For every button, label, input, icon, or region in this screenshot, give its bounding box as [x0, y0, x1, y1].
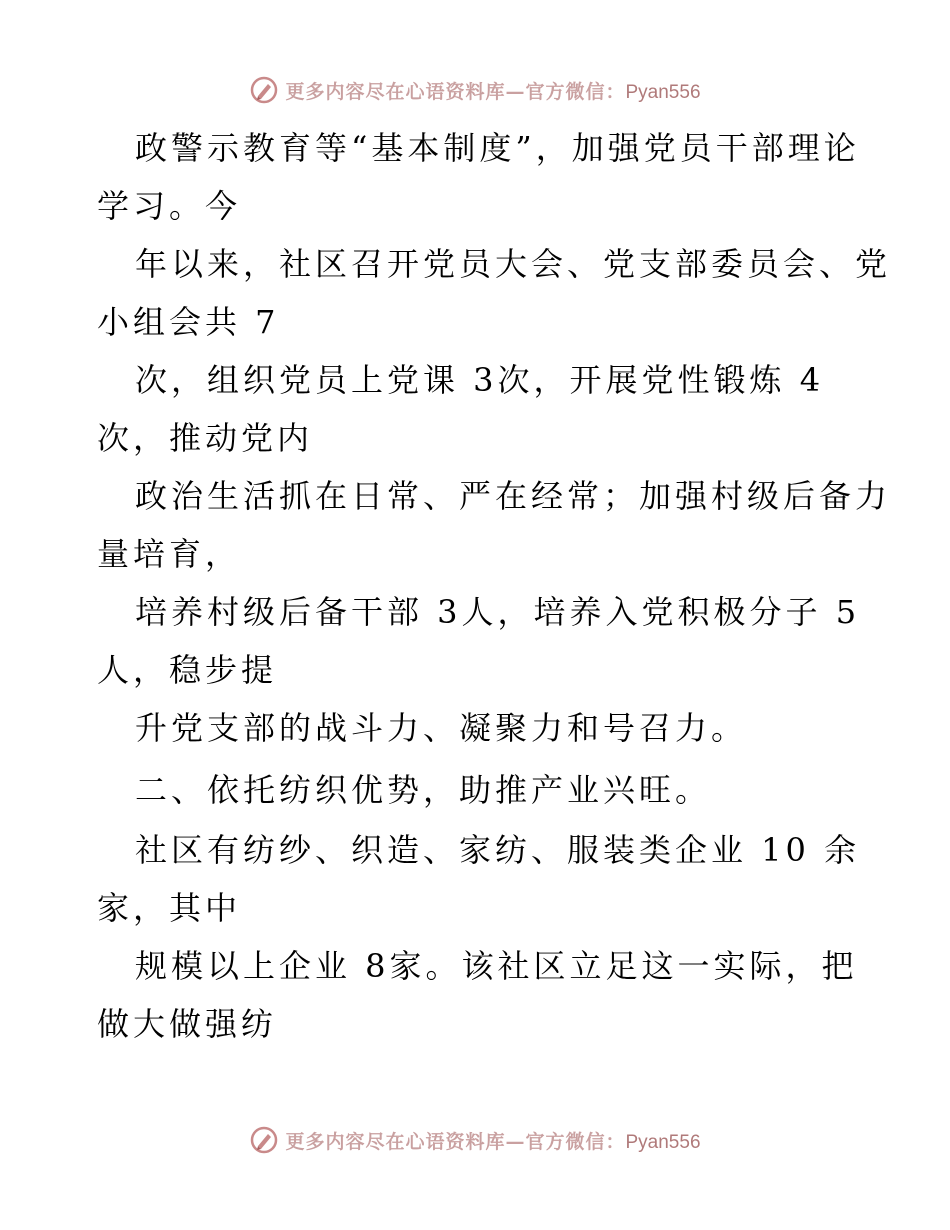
paragraph-line: 政治生活抓在日常、严在经常；加强村级后备力 — [135, 477, 892, 515]
section-heading: 二、依托纺织优势，助推产业兴旺。 — [135, 771, 712, 809]
paragraph-line: 年以来，社区召开党员大会、党支部委员会、党 — [135, 245, 892, 283]
banner-contact: Pyan556 — [625, 81, 701, 103]
paragraph-line: 升党支部的战斗力、凝聚力和号召力。 — [135, 709, 748, 747]
paragraph-line: 培养村级后备干部 3人，培养入党积极分子 5 — [135, 593, 861, 631]
paragraph-line: 次，组织党员上党课 3次，开展党性锻炼 4 — [135, 361, 825, 399]
pen-logo-icon — [249, 75, 279, 105]
paragraph-line: 做大做强纺 — [97, 1005, 278, 1043]
pen-logo-icon — [249, 1125, 279, 1155]
paragraph-line: 人，稳步提 — [97, 651, 278, 689]
paragraph-line: 社区有纺纱、织造、家纺、服装类企业 10 余 — [135, 831, 861, 869]
header-banner — [0, 70, 950, 110]
banner-text: 更多内容尽在心语资料库—官方微信：Pyan556 — [285, 80, 701, 103]
paragraph-line: 规模以上企业 8家。该社区立足这一实际，把 — [135, 947, 858, 985]
paragraph-line: 小组会共 7 — [97, 303, 280, 341]
paragraph-line: 量培育， — [97, 535, 242, 573]
paragraph-line: 政警示教育等“基本制度”，加强党员干部理论 — [135, 129, 860, 167]
paragraph-line: 次，推动党内 — [97, 419, 314, 457]
banner-contact: Pyan556 — [625, 1131, 701, 1153]
banner-text: 更多内容尽在心语资料库—官方微信：Pyan556 — [285, 1130, 701, 1153]
paragraph-line: 家，其中 — [97, 889, 242, 927]
paragraph-line: 学习。今 — [97, 187, 242, 225]
footer-banner — [0, 1120, 950, 1160]
